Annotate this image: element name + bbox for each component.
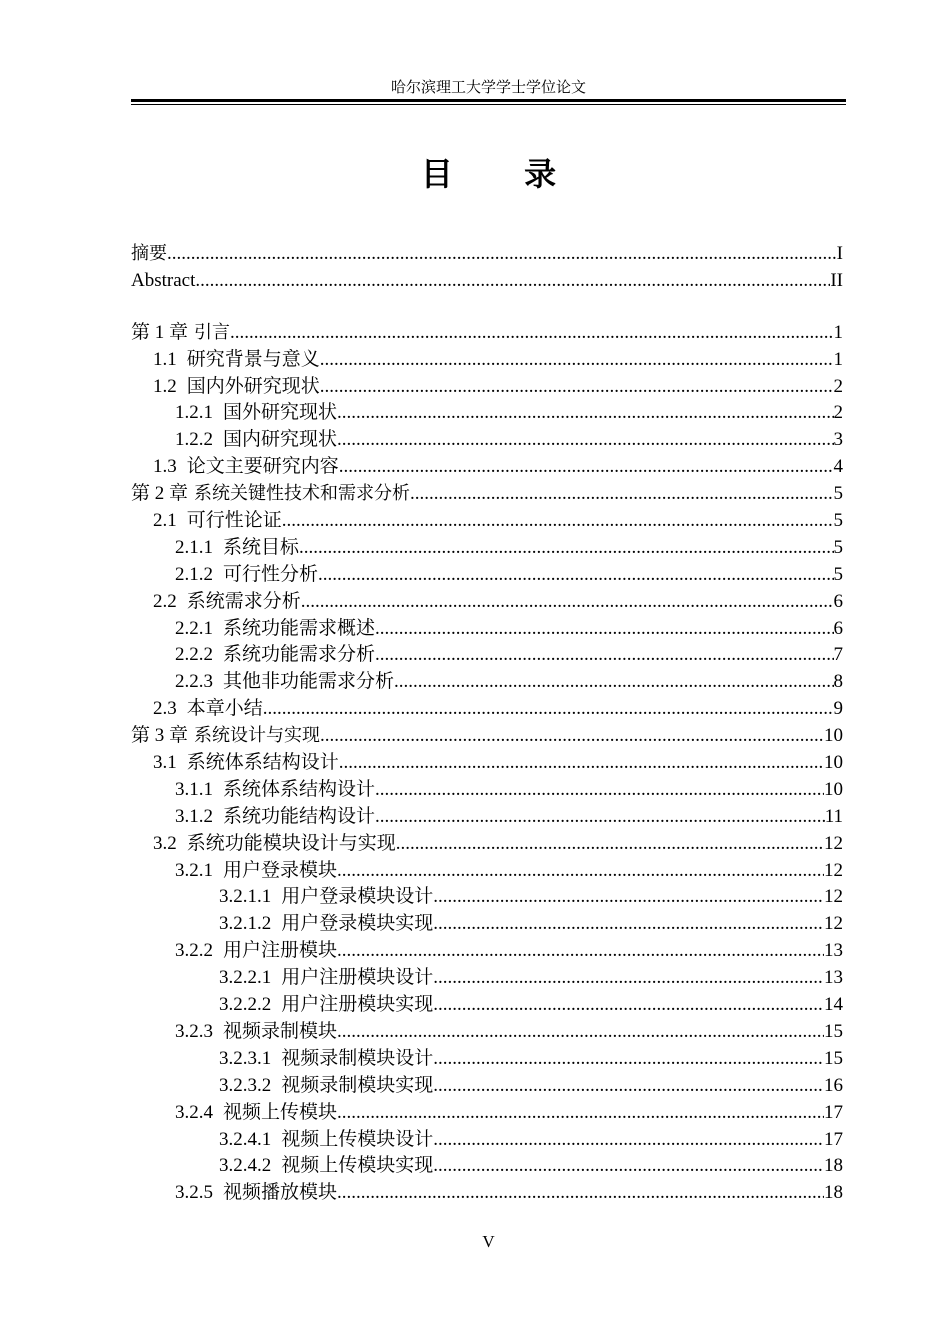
toc-entry-title: 用户登录模块设计 — [281, 886, 434, 908]
toc-entry-number: 2.1 — [153, 510, 177, 532]
toc-entry-page: 4 — [833, 456, 843, 478]
toc-entry-number: 3.2.1 — [175, 859, 213, 881]
toc-entry-page: 9 — [833, 698, 843, 720]
toc-entry-title: 系统功能需求概述 — [223, 617, 376, 639]
toc-entry-number: 3.2 — [153, 832, 177, 854]
toc-dot-leader — [433, 884, 824, 911]
toc-entry-page: 12 — [824, 886, 843, 908]
toc-entry[interactable] — [131, 750, 843, 777]
toc-dot-leader — [337, 1100, 824, 1127]
page-number: V — [482, 1232, 495, 1251]
toc-entry[interactable] — [131, 777, 843, 804]
toc-entry[interactable] — [131, 535, 843, 562]
toc-dot-leader — [230, 320, 833, 347]
toc-entry-number: 3.2.3.1 — [219, 1047, 272, 1069]
toc-entry-page: 12 — [824, 832, 843, 854]
toc-entry-number: 第 2 章 — [131, 483, 189, 505]
toc-entry-page: 7 — [833, 644, 843, 666]
toc-entry-title: 视频播放模块 — [223, 1182, 338, 1204]
toc-entry-number: 2.1.1 — [175, 536, 213, 558]
toc-dot-leader — [337, 400, 833, 427]
toc-entry[interactable] — [131, 1180, 843, 1207]
toc-dot-leader — [299, 535, 833, 562]
toc-entry-number: 1.1 — [153, 348, 177, 370]
toc-entry-title: 系统设计与实现 — [194, 725, 321, 747]
toc-dot-leader — [318, 562, 833, 589]
toc-entry[interactable] — [131, 696, 843, 723]
toc-entry-title: 用户注册模块设计 — [281, 967, 434, 989]
toc-entry[interactable] — [131, 804, 843, 831]
toc-entry-page: 15 — [824, 1020, 843, 1042]
toc-dot-leader — [263, 696, 834, 723]
toc-dot-leader — [320, 723, 824, 750]
toc-title: 目 录 — [420, 155, 587, 193]
toc-dot-leader — [337, 858, 824, 885]
toc-entry-page: 17 — [824, 1128, 843, 1150]
toc-entry[interactable] — [131, 454, 843, 481]
toc-dot-leader — [433, 965, 824, 992]
toc-entry-title: 系统功能结构设计 — [223, 805, 376, 827]
toc-entry-number: 3.2.3 — [175, 1020, 213, 1042]
toc-entry-title: 用户登录模块实现 — [281, 913, 434, 935]
toc-dot-leader — [320, 374, 834, 401]
toc-entry-page: 16 — [824, 1074, 843, 1096]
toc-entry-title: 系统功能需求分析 — [223, 644, 376, 666]
toc-entry[interactable] — [131, 1100, 843, 1127]
toc-entry-title: 其他非功能需求分析 — [223, 671, 395, 693]
toc-entry-title: 国内研究现状 — [223, 429, 338, 451]
toc-entry-page: 5 — [833, 536, 843, 558]
toc-entry-page: 5 — [833, 563, 843, 585]
toc-entry-title: 视频上传模块实现 — [281, 1155, 434, 1177]
toc-entry-page: 1 — [833, 348, 843, 370]
toc-entry[interactable] — [131, 1127, 843, 1154]
toc-entry-page: 13 — [824, 967, 843, 989]
toc-dot-leader — [337, 1019, 824, 1046]
toc-entry-number: 3.2.2.2 — [219, 994, 272, 1016]
toc-entry-number: 2.1.2 — [175, 563, 213, 585]
toc-entry-number: 3.2.1.2 — [219, 913, 272, 935]
toc-entry-page: 12 — [824, 859, 843, 881]
toc-entry-number: 3.2.2.1 — [219, 967, 272, 989]
toc-entry-title: 本章小结 — [186, 698, 263, 720]
toc-dot-leader — [375, 777, 824, 804]
toc-entry[interactable] — [131, 241, 843, 268]
toc-entry-title: 系统目标 — [223, 536, 300, 558]
toc-dot-leader — [282, 508, 834, 535]
toc-entry-number: 2.3 — [153, 698, 177, 720]
toc-entry-title: 研究背景与意义 — [186, 348, 320, 370]
toc-entry-page: 1 — [833, 321, 843, 343]
toc-entry-number: 1.2 — [153, 375, 177, 397]
toc-entry[interactable] — [131, 884, 843, 911]
toc-entry[interactable] — [131, 508, 843, 535]
toc-entry-number: 1.2.1 — [175, 402, 213, 424]
toc-entry-title: 用户登录模块 — [223, 859, 338, 881]
toc-entry[interactable] — [131, 911, 843, 938]
toc-dot-leader — [433, 911, 824, 938]
toc-dot-leader — [375, 804, 825, 831]
toc-entry[interactable] — [131, 268, 843, 295]
toc-entry-number: 第 3 章 — [131, 725, 189, 747]
toc-entry-number: 3.1.1 — [175, 778, 213, 800]
toc-entry-page: 2 — [833, 375, 843, 397]
toc-entry-page: 5 — [833, 510, 843, 532]
toc-entry[interactable] — [131, 481, 843, 508]
page-header: 哈尔滨理工大学学士学位论文 — [390, 80, 586, 96]
toc-dot-leader — [337, 938, 824, 965]
toc-entry-number: 2.2 — [153, 590, 177, 612]
toc-entry-page: 10 — [824, 778, 843, 800]
toc-entry-title: 用户注册模块 — [223, 940, 338, 962]
toc-entry-title: 系统体系结构设计 — [186, 752, 339, 774]
toc-entry-number: 1.3 — [153, 456, 177, 478]
toc-dot-leader — [167, 241, 837, 268]
toc-entry-title: 国内外研究现状 — [186, 375, 320, 397]
toc-entry-number: 3.2.4 — [175, 1101, 213, 1123]
toc-entry-title: 用户注册模块实现 — [281, 994, 434, 1016]
toc-entry-number: 3.2.5 — [175, 1182, 213, 1204]
toc-entry-page: 10 — [824, 752, 843, 774]
toc-entry-page: 2 — [833, 402, 843, 424]
toc-entry[interactable] — [131, 562, 843, 589]
toc-entry-page: 17 — [824, 1101, 843, 1123]
toc-dot-leader — [320, 347, 834, 374]
toc-entry-title: 视频录制模块设计 — [281, 1047, 434, 1069]
toc-entry-number: 3.1 — [153, 752, 177, 774]
toc-entry-number: 3.1.2 — [175, 805, 213, 827]
toc-entry[interactable] — [131, 831, 843, 858]
toc-entry-number: 3.2.4.1 — [219, 1128, 272, 1150]
toc-dot-leader — [433, 1153, 824, 1180]
toc-entry[interactable] — [131, 589, 843, 616]
header-rule-thin — [131, 104, 846, 105]
toc-entry-page: I — [836, 243, 843, 264]
toc-dot-leader — [195, 268, 830, 295]
toc-entry-page: 13 — [824, 940, 843, 962]
toc-dot-leader — [339, 750, 824, 777]
toc-entry[interactable] — [131, 992, 843, 1019]
toc-dot-leader — [433, 1127, 824, 1154]
toc-entry-page: 18 — [824, 1155, 843, 1177]
toc-entry-page: 6 — [833, 590, 843, 612]
toc-entry-page: 10 — [824, 725, 843, 747]
toc-entry-title: 摘要 — [131, 243, 167, 264]
toc-entry-title: 论文主要研究内容 — [186, 456, 339, 478]
toc-entry-page: 6 — [833, 617, 843, 639]
toc-entry-title: 国外研究现状 — [223, 402, 338, 424]
toc-dot-leader — [339, 454, 834, 481]
toc-entry-title: Abstract — [131, 269, 196, 291]
toc-entry[interactable] — [131, 616, 843, 643]
toc-dot-leader — [301, 589, 834, 616]
toc-entry[interactable] — [131, 965, 843, 992]
toc-entry-page: 18 — [824, 1182, 843, 1204]
toc-entry-title: 系统功能模块设计与实现 — [186, 832, 396, 854]
toc-entry[interactable] — [131, 723, 843, 750]
toc-entry-title: 视频录制模块实现 — [281, 1074, 434, 1096]
toc-dot-leader — [394, 669, 833, 696]
toc-entry-title: 视频录制模块 — [223, 1020, 338, 1042]
toc-entry[interactable] — [131, 320, 843, 347]
toc-dot-leader — [337, 1180, 824, 1207]
toc-dot-leader — [396, 831, 824, 858]
toc-dot-leader — [410, 481, 833, 508]
toc-entry[interactable] — [131, 1153, 843, 1180]
toc-entry-title: 系统关键性技术和需求分析 — [194, 483, 411, 505]
toc-entry-page: 5 — [833, 483, 843, 505]
toc-entry-page: 15 — [824, 1047, 843, 1069]
toc-dot-leader — [375, 642, 833, 669]
table-of-contents — [131, 241, 843, 1207]
toc-entry[interactable] — [131, 1073, 843, 1100]
toc-dot-leader — [433, 1046, 824, 1073]
toc-entry-number: 第 1 章 — [131, 321, 189, 343]
toc-dot-leader — [433, 1073, 824, 1100]
toc-entry-page: 12 — [824, 913, 843, 935]
toc-entry[interactable] — [131, 1046, 843, 1073]
toc-entry-page: 3 — [833, 429, 843, 451]
toc-entry-page: II — [830, 269, 843, 291]
toc-entry-number: 3.2.4.2 — [219, 1155, 272, 1177]
toc-entry-number: 2.2.2 — [175, 644, 213, 666]
toc-entry-number: 3.2.3.2 — [219, 1074, 272, 1096]
toc-entry-number: 2.2.1 — [175, 617, 213, 639]
toc-dot-leader — [337, 427, 833, 454]
toc-entry-title: 系统需求分析 — [186, 590, 301, 612]
toc-entry[interactable] — [131, 400, 843, 427]
toc-entry-number: 3.2.2 — [175, 940, 213, 962]
toc-entry[interactable] — [131, 1019, 843, 1046]
toc-entry-page: 14 — [824, 994, 843, 1016]
toc-entry-title: 视频上传模块设计 — [281, 1128, 434, 1150]
toc-entry-number: 2.2.3 — [175, 671, 213, 693]
toc-dot-leader — [433, 992, 824, 1019]
toc-entry-page: 11 — [824, 805, 843, 827]
toc-entry-number: 1.2.2 — [175, 429, 213, 451]
toc-entry[interactable] — [131, 669, 843, 696]
toc-entry-title: 可行性分析 — [223, 563, 319, 585]
toc-entry[interactable] — [131, 642, 843, 669]
toc-entry-title: 引言 — [194, 321, 231, 343]
toc-entry[interactable] — [131, 858, 843, 885]
toc-entry-page: 8 — [833, 671, 843, 693]
toc-entry-title: 系统体系结构设计 — [223, 778, 376, 800]
toc-entry-title: 可行性论证 — [186, 510, 282, 532]
toc-entry[interactable] — [131, 938, 843, 965]
toc-entry-number: 3.2.1.1 — [219, 886, 272, 908]
toc-entry[interactable] — [131, 427, 843, 454]
header-rule-thick — [131, 99, 846, 102]
toc-entry-title: 视频上传模块 — [223, 1101, 338, 1123]
toc-entry[interactable] — [131, 374, 843, 401]
toc-entry[interactable] — [131, 347, 843, 374]
toc-dot-leader — [375, 616, 833, 643]
